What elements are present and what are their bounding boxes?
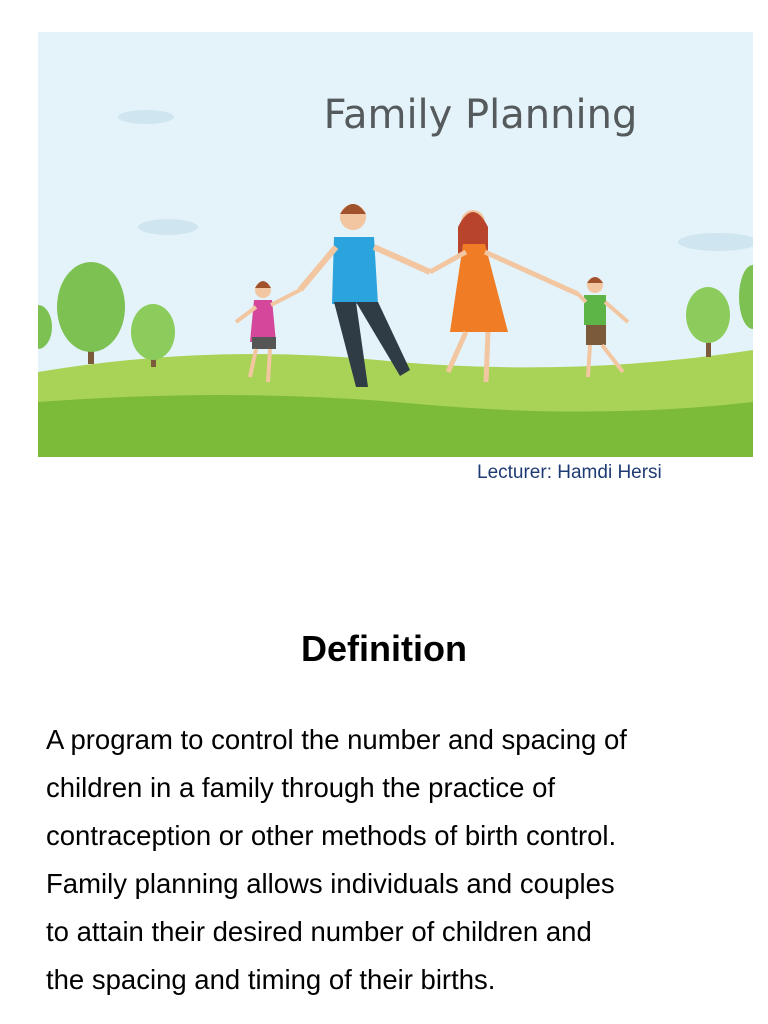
paragraph-line: to attain their desired number of children and [46, 916, 592, 947]
definition-paragraph [46, 716, 736, 1004]
paragraph-line: children in a family through the practice of [46, 772, 556, 803]
paragraph-line: A program to control the number and spacing of [46, 724, 627, 755]
tree-icon [38, 305, 52, 349]
tree-icon [57, 262, 125, 364]
paragraph-line: Family planning allows individuals and couples [46, 868, 615, 899]
banner-title: Family Planning [323, 92, 638, 138]
tree-icon [686, 287, 730, 357]
paragraph-line: the spacing and timing of their births. [46, 964, 496, 995]
lecturer-credit: Lecturer: Hamdi Hersi [477, 462, 662, 483]
cloud-icon [678, 233, 753, 251]
section-heading: Definition [301, 628, 467, 669]
cloud-icon [138, 219, 198, 235]
boy-figure [578, 277, 628, 377]
mother-figure [430, 210, 578, 382]
family-planning-illustration [38, 32, 753, 457]
tree-icon [739, 265, 753, 329]
paragraph-line: contraception or other methods of birth control. [46, 820, 617, 851]
